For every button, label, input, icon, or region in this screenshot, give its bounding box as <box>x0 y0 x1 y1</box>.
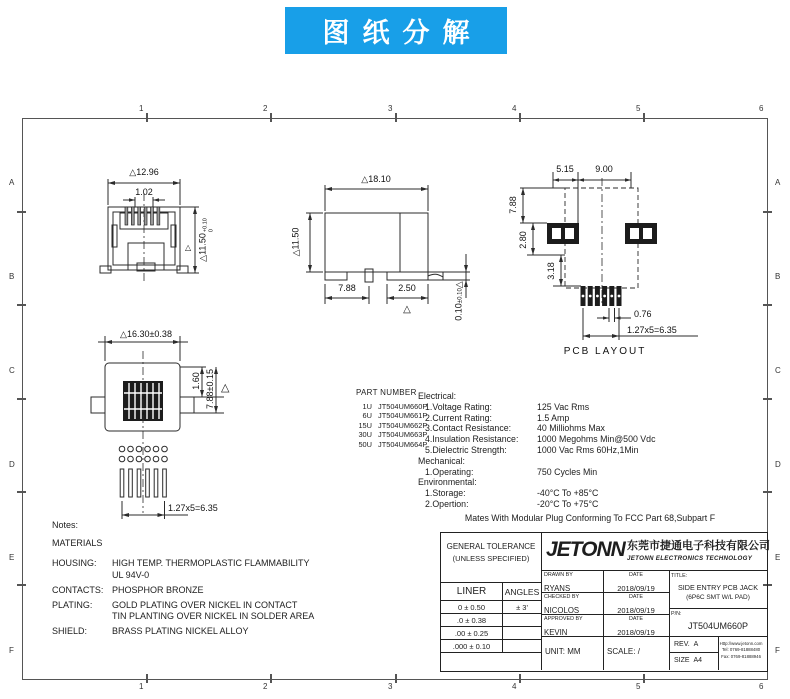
zone-tick <box>763 304 772 306</box>
pn-value: JT504UM660P <box>687 621 749 631</box>
zone-row-label: D <box>9 460 15 469</box>
zone-col-label: 2 <box>263 104 268 113</box>
zone-row-label: E <box>775 553 781 562</box>
drawn-by-cell: DRAWN BY RYANS <box>541 571 603 593</box>
drawing-title-line1: SIDE ENTRY PCB JACK <box>677 583 759 592</box>
angles-header: ANGLES <box>503 583 541 601</box>
zone-row-label: B <box>775 272 781 281</box>
zone-col-label: 4 <box>512 682 517 691</box>
company-names <box>627 537 770 562</box>
zone-col-label: 3 <box>388 682 393 691</box>
dim-pcb-height: 7.88 <box>508 196 518 214</box>
page-banner <box>285 7 507 54</box>
finish-mark-icon: △ <box>185 243 192 252</box>
note-label: HOUSING: <box>52 558 97 568</box>
drawn-date: 2018/09/19 <box>617 584 655 593</box>
tolerance-angle: ± 3' <box>503 601 541 614</box>
pn-cell: P/N: JT504UM660P <box>669 609 767 637</box>
dim-pcb-pad-span: 9.00 <box>595 164 613 174</box>
spec-row: 1.Voltage Rating: 125 Vac Rms <box>425 401 590 412</box>
front-view <box>95 163 225 293</box>
zone-row-label: E <box>9 553 15 562</box>
spec-row: 2.Opertion: -20°C To +75°C <box>425 498 599 509</box>
table-row: 30U JT504UM663P <box>358 430 428 440</box>
mates-note: Mates With Modular Plug Conforming To FCC Part 68,Subpart F <box>464 513 716 523</box>
zone-col-label: 6 <box>759 682 764 691</box>
finish-mark-icon: △ <box>403 304 411 315</box>
zone-tick <box>17 584 26 586</box>
dim-bottom-tab: 1.60 <box>191 372 201 390</box>
zone-tick <box>270 674 272 683</box>
checked-date-cell: DATE 2018/09/19 <box>603 593 669 615</box>
part-number-table <box>356 388 427 450</box>
company-name-cn: 东莞市捷通电子科技有限公司 <box>627 540 770 552</box>
front-cavity <box>128 243 164 270</box>
tolerance-angle <box>503 640 541 653</box>
title-block <box>440 532 768 672</box>
zone-row-label: D <box>775 460 781 469</box>
part-table-header: PART NUMBER <box>356 388 417 397</box>
scale-cell: SCALE: / <box>607 647 640 656</box>
zone-row-label: F <box>9 646 14 655</box>
zone-tick <box>17 398 26 400</box>
approved-date: 2018/09/19 <box>617 628 655 637</box>
scale-value: / <box>637 647 640 656</box>
dim-pcb-pad-offset: 5.15 <box>556 164 574 174</box>
liner-header: LINER <box>441 583 503 601</box>
zone-col-label: 2 <box>263 682 268 691</box>
drawn-by-name: RYANS <box>544 584 571 593</box>
size-value: A4 <box>693 657 703 664</box>
zone-tick <box>17 304 26 306</box>
side-body <box>325 213 428 272</box>
dim-side-height: △11.50 <box>290 227 301 257</box>
table-row: 6U JT504UM661P <box>362 411 428 421</box>
electrical-title: Electrical: <box>418 391 457 401</box>
mechanical-title: Mechanical: <box>418 455 465 466</box>
zone-col-label: 6 <box>759 104 764 113</box>
zone-col-label: 5 <box>636 682 641 691</box>
spec-row: 1.Operating: 750 Cycles Min <box>425 466 598 477</box>
pcb-layout-drawing <box>503 156 738 371</box>
zone-row-label: A <box>775 178 781 187</box>
jetonn-logo: JETONN <box>546 538 625 561</box>
dim-side-standoff: 0.10±0.10△ <box>453 281 464 321</box>
general-tolerance-header: GENERAL TOLERANCE (UNLESS SPECIFIED) <box>441 533 541 583</box>
note-value: PHOSPHOR BRONZE <box>112 585 204 595</box>
zone-tick <box>270 113 272 122</box>
approved-by-name: KEVIN <box>544 628 568 637</box>
dim-bottom-depth: 7.88±0.15 <box>205 369 215 409</box>
pcb-layout-view <box>503 156 738 371</box>
note-value: TIN PLANTING OVER NICKEL IN SOLDER AREA <box>112 611 315 621</box>
note-value: UL 94V-0 <box>112 570 150 580</box>
bottom-view <box>58 323 293 528</box>
dim-pcb-hole: 0.76 <box>634 309 652 319</box>
tolerance-liner: .00 ± 0.25 <box>441 627 503 640</box>
tolerance-liner: .000 ± 0.10 <box>441 640 503 653</box>
zone-col-label: 5 <box>636 104 641 113</box>
tolerance-liner: 0 ± 0.50 <box>441 601 503 614</box>
dim-front-height: △11.50 +0.10 0 <box>197 218 214 262</box>
table-row: 50U JT504UM664P <box>358 439 428 449</box>
note-label: SHIELD: <box>52 626 88 636</box>
note-value: GOLD PLATING OVER NICKEL IN CONTACT <box>112 600 298 610</box>
zone-tick <box>643 674 645 683</box>
note-label: PLATING: <box>52 600 93 610</box>
finish-mark-icon: △ <box>129 167 137 177</box>
fax: Fax: 0769-81888946 <box>721 653 761 659</box>
note-value: BRASS PLATING NICKEL ALLOY <box>112 626 249 636</box>
zone-col-label: 3 <box>388 104 393 113</box>
checked-date: 2018/09/19 <box>617 606 655 615</box>
dim-bottom-pitch: 1.27x5=6.35 <box>168 503 218 513</box>
company-name-en: JETONN ELECTRONICS TECHNOLOGY <box>627 555 753 562</box>
bottom-view-drawing <box>58 323 293 528</box>
website: Http://www.jetonn.com <box>719 641 763 646</box>
title-cell: TITLE: SIDE ENTRY PCB JACK (6P6C SMT W/L PAD) <box>669 571 767 609</box>
note-value: HIGH TEMP. THERMOPLASTIC FLAMMABILITY <box>112 558 310 568</box>
zone-col-label: 1 <box>139 682 144 691</box>
spec-row: 2.Current Rating: 1.5 Amp <box>425 412 570 423</box>
tolerance-angle <box>503 627 541 640</box>
company-header <box>541 533 770 571</box>
unit-value: MM <box>567 647 581 656</box>
unit-cell: UNIT: MM <box>545 647 581 656</box>
tolerance-liner: .0 ± 0.38 <box>441 614 503 627</box>
dim-side-width: △18.10 <box>361 174 391 184</box>
specifications <box>418 391 728 510</box>
spec-row: 5.Dielectric Strength: 1000 Vac Rms 60Hz,1Min <box>425 444 639 455</box>
size-cell: SIZE A4 <box>669 653 719 670</box>
zone-col-label: 1 <box>139 104 144 113</box>
zone-tick <box>519 674 521 683</box>
rev-cell: REV. A <box>669 637 719 653</box>
dim-pcb-pin-offset: 3.18 <box>546 262 556 280</box>
table-row: 1U JT504UM660P <box>362 401 428 411</box>
finish-mark-icon: △ <box>120 329 127 339</box>
pcb-pad-left <box>547 223 579 244</box>
zone-tick <box>395 113 397 122</box>
drawing-title-line2: (6P6C SMT W/L PAD) <box>686 594 750 601</box>
finish-mark-icon: △ <box>290 249 301 257</box>
dim-front-pitch: 1.02 <box>135 187 153 197</box>
zone-tick <box>395 674 397 683</box>
zone-tick <box>763 211 772 213</box>
approved-by-cell: APPROVED BY KEVIN <box>541 615 603 637</box>
table-row: 15U JT504UM662P <box>358 420 428 430</box>
dim-pcb-pitch: 1.27x5=6.35 <box>627 325 677 335</box>
side-view <box>282 158 487 328</box>
pcb-pad-right <box>625 223 657 244</box>
zone-tick <box>17 211 26 213</box>
zone-col-label: 4 <box>512 104 517 113</box>
zone-tick <box>146 674 148 683</box>
zone-row-label: F <box>775 646 780 655</box>
zone-tick <box>519 113 521 122</box>
checked-by-cell: CHECKED BY NICOLOS <box>541 593 603 615</box>
zone-row-label: B <box>9 272 15 281</box>
finish-mark-icon: △ <box>453 281 464 289</box>
zone-tick <box>146 113 148 122</box>
dim-pcb-pad-height: 2.80 <box>518 231 528 249</box>
dim-bottom-width: △16.30±0.38 <box>120 329 172 339</box>
banner-title: 图纸分解 <box>322 18 483 48</box>
finish-mark-icon: △ <box>221 382 230 394</box>
telephone: Tel: 0769-81888480 <box>722 647 761 653</box>
zone-tick <box>17 491 26 493</box>
dim-side-foot-right: 2.50 <box>398 283 416 293</box>
checked-by-name: NICOLOS <box>544 606 580 615</box>
approved-date-cell: DATE 2018/09/19 <box>603 615 669 637</box>
dim-front-width: △12.96 <box>129 167 159 177</box>
finish-mark-icon: △ <box>361 174 369 184</box>
environmental-title: Environmental: <box>418 477 477 488</box>
tolerance-angle <box>503 614 541 627</box>
materials-title: MATERIALS <box>52 538 103 548</box>
dim-side-foot-left: 7.88 <box>338 283 356 293</box>
spec-row: 4.Insulation Resistance: 1000 Megohms Min@500 Vdc <box>425 434 656 445</box>
finish-mark-icon: △ <box>197 254 208 262</box>
zone-tick <box>643 113 645 122</box>
spec-row: 1.Storage: -40°C To +85°C <box>425 488 599 499</box>
note-label: CONTACTS: <box>52 585 104 595</box>
spec-row: 3.Contact Resistance: 40 Milliohms Max <box>425 423 605 434</box>
zone-row-label: A <box>9 178 15 187</box>
drawn-date-cell: DATE 2018/09/19 <box>603 571 669 593</box>
pcb-layout-label: PCB LAYOUT <box>563 346 647 357</box>
zone-row-label: C <box>775 366 781 375</box>
contact-cell <box>719 637 763 670</box>
notes-title: Notes: <box>52 520 79 530</box>
rev-value: A <box>693 641 699 648</box>
zone-row-label: C <box>9 366 15 375</box>
zone-tick <box>763 491 772 493</box>
zone-tick <box>763 398 772 400</box>
